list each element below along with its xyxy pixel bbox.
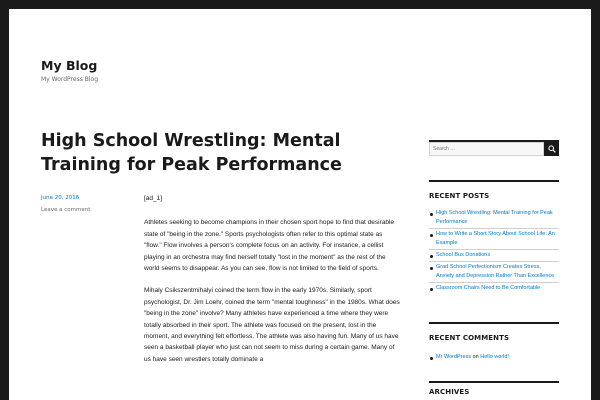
post-paragraph: Mihaly Csikszentmihalyi coined the term flow in the early 1970s. Similarly, sport psychologist, Dr. Jim Loehr, coined the term "mental toughness" in the 1980s. What does "being in the zone" involve? Many athletes have experienced a time where they were totally absorbed in their sport. The athlete was focused on the present, lost in the moment, and everything felt effortless. The athlete was also having fun. Many of us have seen a basketball player who just can not seem to miss during a certain game. Many of us have seen wrestlers totally dominate a — [144, 287, 400, 363]
widget-divider — [429, 381, 559, 383]
post-content — [144, 193, 400, 376]
recent-post-link[interactable]: Classroom Chairs Need to Be Comfortable — [429, 282, 559, 294]
leave-comment-link[interactable]: Leave a comment — [41, 207, 91, 213]
recent-post-link[interactable]: School Bus Donations — [429, 249, 559, 261]
search-input[interactable] — [429, 142, 544, 156]
search-icon — [548, 145, 556, 153]
widget-divider — [429, 322, 559, 324]
recent-comments-title: RECENT COMMENTS — [429, 334, 510, 342]
post-date-link[interactable]: June 20, 2016 — [41, 195, 80, 201]
comment-on-label: on — [472, 354, 479, 360]
recent-comment-item — [429, 354, 559, 360]
recent-post-link[interactable]: High School Wrestling: Mental Training for Peak Performance — [429, 208, 559, 228]
recent-posts-list — [429, 208, 559, 294]
site-description: My WordPress Blog — [41, 76, 99, 83]
post-paragraph: Athletes seeking to become champions in their chosen sport hope to find that desirable state of "being in the zone." Sports psychologists often refer to this optimal state as "flow." Flow involves a person's complete focus on an activity. For instance, a cellist playing in an orchestra may find herself totally "lost in the moment" as the rest of the world seems to disappear. As you can see, flow is not limited to the field of sports. — [144, 219, 395, 273]
comment-post-link[interactable]: Hello world! — [480, 354, 509, 360]
widget-divider — [429, 180, 559, 182]
recent-post-link[interactable]: How to Write a Short Story About School Life: An Example — [429, 228, 559, 249]
recent-posts-title: RECENT POSTS — [429, 192, 490, 200]
archives-title: ARCHIVES — [429, 388, 470, 396]
comment-author-link[interactable]: Mr WordPress — [436, 354, 472, 360]
ad-shortcode: [ad_1] — [144, 195, 163, 202]
site-title[interactable]: My Blog — [41, 58, 98, 73]
page — [9, 9, 591, 400]
post-title[interactable]: High School Wrestling: Mental Training for Peak Performance — [41, 131, 342, 175]
search-button[interactable] — [544, 142, 559, 156]
recent-post-link[interactable]: Grad School Perfectionism Creates Stress, Anxiety and Depression Rather Than Excellence — [429, 261, 559, 282]
